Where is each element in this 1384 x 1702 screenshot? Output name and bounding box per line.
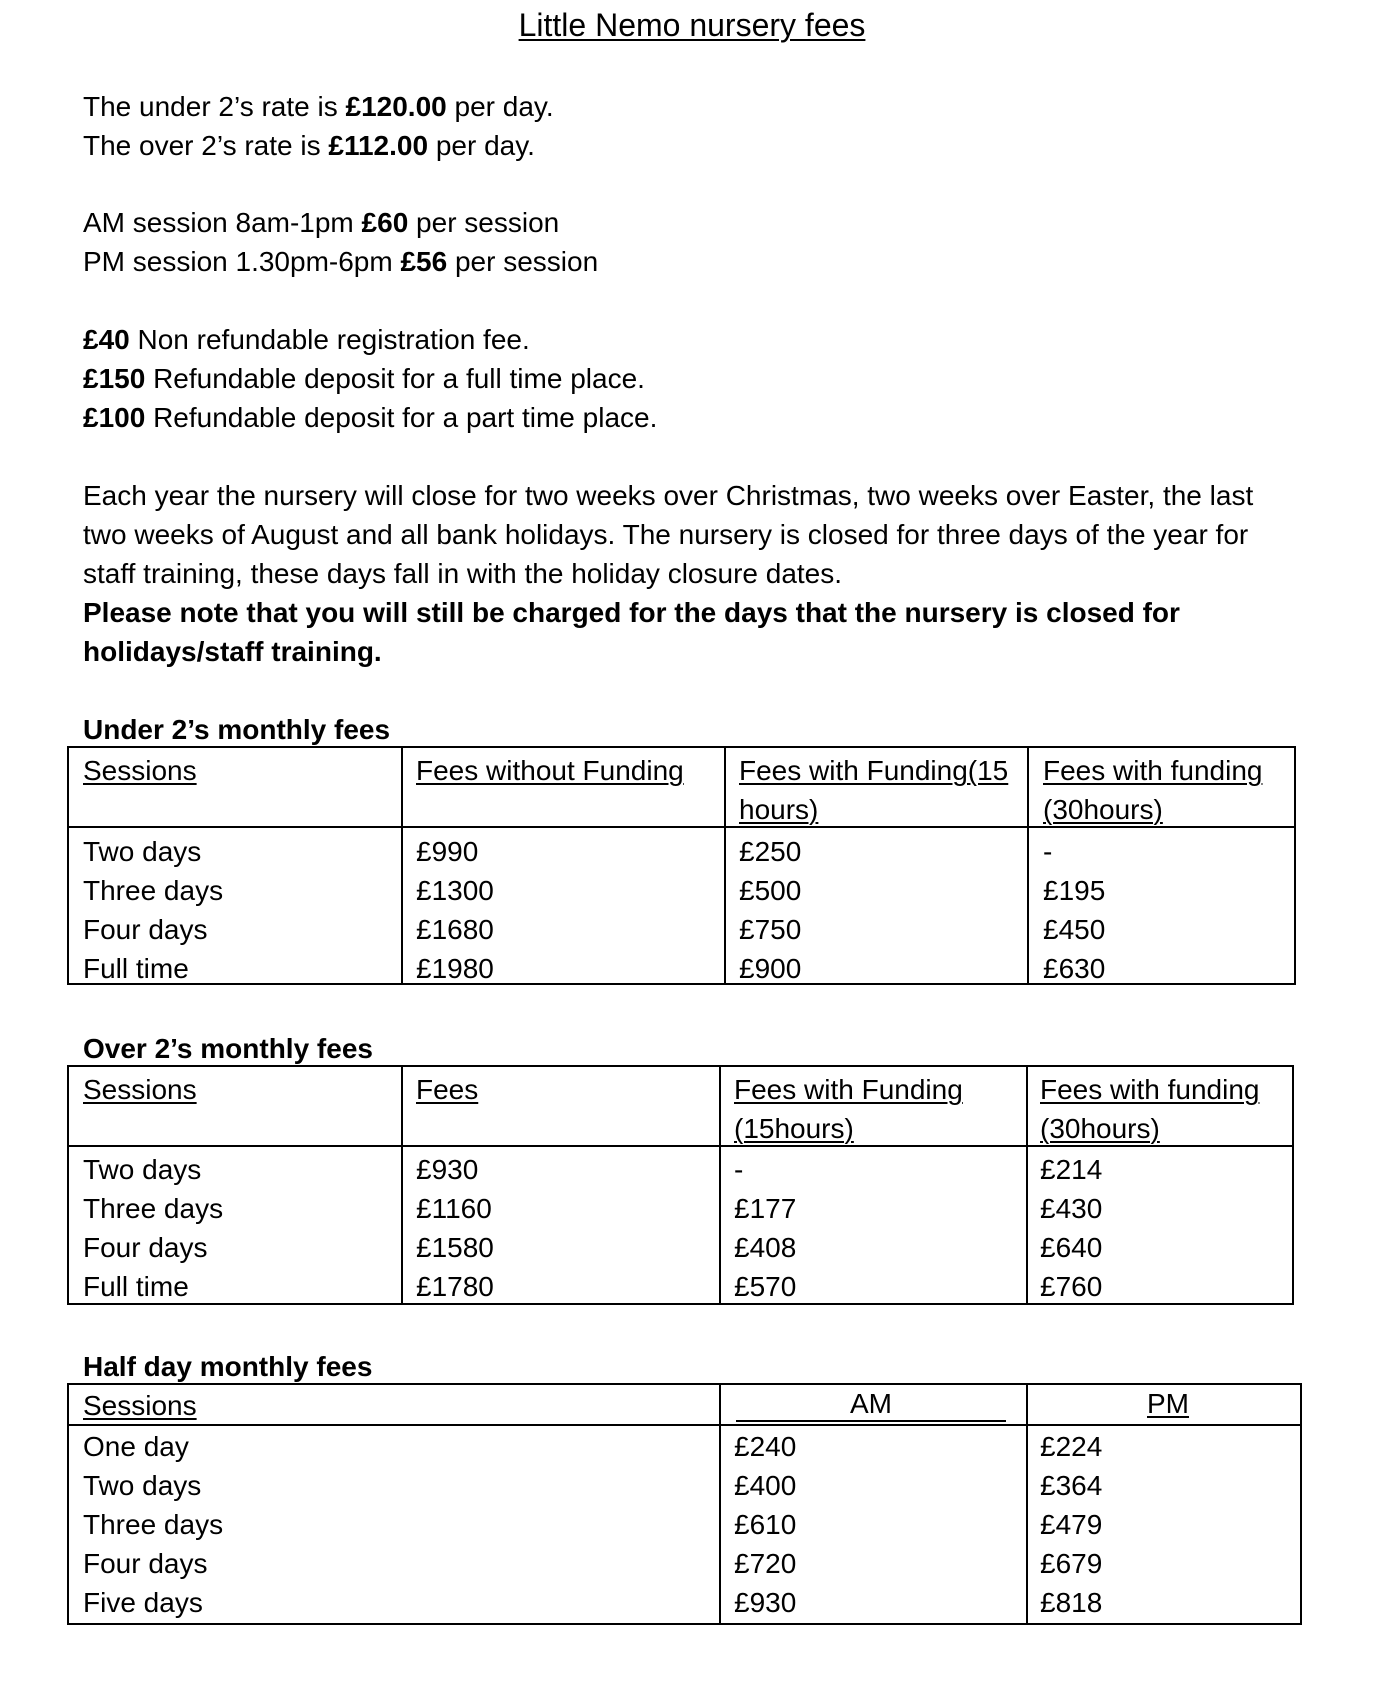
under2-header-funding15: Fees with Funding(15 hours) <box>739 755 1009 825</box>
page-title: Little Nemo nursery fees <box>518 7 866 43</box>
am-session-label: AM session 8am-1pm <box>83 207 362 238</box>
under2-header-funding30: Fees with funding (30hours) <box>1043 755 1263 825</box>
table-cell: £679 <box>1040 1548 1103 1579</box>
under2-rate-label: The under 2’s rate is <box>83 91 346 122</box>
table-cell: Two days <box>83 1470 202 1501</box>
table-cell: £214 <box>1040 1154 1103 1185</box>
table-cell: £750 <box>739 914 802 945</box>
column-divider <box>401 1065 403 1305</box>
table-cell: £630 <box>1043 953 1106 984</box>
column-divider <box>724 746 726 985</box>
column-divider <box>1026 1383 1028 1625</box>
table-cell: Two days <box>83 836 202 867</box>
fulltime-deposit-amount: £150 <box>83 363 146 394</box>
column-divider <box>401 746 403 985</box>
table-cell: £479 <box>1040 1509 1103 1540</box>
table-cell: £900 <box>739 953 802 984</box>
table-cell: £1680 <box>416 914 494 945</box>
halfday-header-pm <box>1042 1386 1294 1420</box>
over2-header-fees: Fees <box>416 1074 479 1105</box>
table-cell: Two days <box>83 1154 202 1185</box>
table-cell: £224 <box>1040 1431 1103 1462</box>
table-cell: £1160 <box>416 1193 492 1224</box>
table-cell: One day <box>83 1431 189 1462</box>
pm-session-label: PM session 1.30pm-6pm <box>83 246 401 277</box>
table-cell: £990 <box>416 836 479 867</box>
am-session-suffix: per session <box>408 207 560 238</box>
table-cell: £400 <box>734 1470 797 1501</box>
halfday-table-heading: Half day monthly fees <box>83 1351 373 1382</box>
table-cell: Full time <box>83 1271 189 1302</box>
over2-rate-suffix: per day. <box>428 130 535 161</box>
fulltime-deposit-line <box>83 359 645 398</box>
closure-note: Please note that you will still be charged for the days that the nursery is closed for holidays/staff training. <box>83 597 1180 667</box>
table-cell: £760 <box>1040 1271 1103 1302</box>
table-cell: Three days <box>83 875 224 906</box>
am-session-line <box>83 203 559 242</box>
table-cell: £640 <box>1040 1232 1103 1263</box>
am-session-amount: £60 <box>361 207 409 238</box>
over2-header-funding15: Fees with Funding (15hours) <box>734 1074 963 1144</box>
table-cell: £1300 <box>416 875 494 906</box>
table-cell: £1980 <box>416 953 494 984</box>
pm-session-amount: £56 <box>400 246 448 277</box>
table-cell: Five days <box>83 1587 203 1618</box>
table-cell: Full time <box>83 953 189 984</box>
pm-session-line <box>83 242 598 281</box>
over2-header-sessions: Sessions <box>83 1074 197 1105</box>
table-cell: £430 <box>1040 1193 1103 1224</box>
table-cell: £195 <box>1043 875 1106 906</box>
over2-header-funding30: Fees with funding (30hours) <box>1040 1074 1260 1144</box>
under2-rate-amount: £120.00 <box>345 91 447 122</box>
halfday-header-am: AM <box>736 1386 1006 1422</box>
table-cell: £930 <box>734 1587 797 1618</box>
over2-rate-label: The over 2’s rate is <box>83 130 329 161</box>
table-cell: Three days <box>83 1193 224 1224</box>
table-cell: Three days <box>83 1509 224 1540</box>
registration-fee-amount: £40 <box>83 324 130 355</box>
table-cell: Four days <box>83 1232 208 1263</box>
under2-rate-suffix: per day. <box>446 91 554 122</box>
table-cell: - <box>734 1154 744 1185</box>
over2-rate-amount: £112.00 <box>328 130 429 161</box>
pm-session-suffix: per session <box>447 246 599 277</box>
table-cell: £240 <box>734 1431 797 1462</box>
registration-fee-line <box>83 320 530 359</box>
table-cell: £500 <box>739 875 802 906</box>
table-cell: £930 <box>416 1154 479 1185</box>
under2-rate-line <box>83 87 554 126</box>
parttime-deposit-line <box>83 398 657 437</box>
column-divider <box>1027 746 1029 985</box>
table-cell: Four days <box>83 914 208 945</box>
under2-header-sessions: Sessions <box>83 755 197 786</box>
table-cell: £177 <box>734 1193 797 1224</box>
registration-fee-text: Non refundable registration fee. <box>129 324 530 355</box>
table-cell: £1780 <box>416 1271 494 1302</box>
table-divider <box>67 1424 1302 1426</box>
table-cell: £720 <box>734 1548 797 1579</box>
fulltime-deposit-text: Refundable deposit for a full time place. <box>145 363 645 394</box>
table-cell: £570 <box>734 1271 797 1302</box>
table-cell: £610 <box>734 1509 797 1540</box>
over2-rate-line <box>83 126 535 165</box>
parttime-deposit-text: Refundable deposit for a part time place. <box>145 402 658 433</box>
table-cell: £250 <box>739 836 802 867</box>
table-cell: £364 <box>1040 1470 1103 1501</box>
table-cell: £450 <box>1043 914 1106 945</box>
halfday-header-sessions: Sessions <box>83 1390 197 1421</box>
table-cell: Four days <box>83 1548 208 1579</box>
table-cell: £818 <box>1040 1587 1103 1618</box>
under2-table-heading: Under 2’s monthly fees <box>83 714 391 745</box>
closure-paragraph: Each year the nursery will close for two weeks over Christmas, two weeks over Easter, the last two weeks of August and all bank holidays. The nursery is closed for three days of the year for staff training, these days fall in with the holiday closure dates. <box>83 480 1254 589</box>
halfday-header-pm-label: PM <box>1147 1388 1189 1419</box>
table-cell: - <box>1043 836 1053 867</box>
column-divider <box>719 1383 721 1625</box>
over2-table-heading: Over 2’s monthly fees <box>83 1033 373 1064</box>
under2-header-fees: Fees without Funding <box>416 755 684 786</box>
column-divider <box>719 1065 721 1305</box>
parttime-deposit-amount: £100 <box>83 402 146 433</box>
table-cell: £1580 <box>416 1232 494 1263</box>
table-cell: £408 <box>734 1232 797 1263</box>
column-divider <box>1026 1065 1028 1305</box>
